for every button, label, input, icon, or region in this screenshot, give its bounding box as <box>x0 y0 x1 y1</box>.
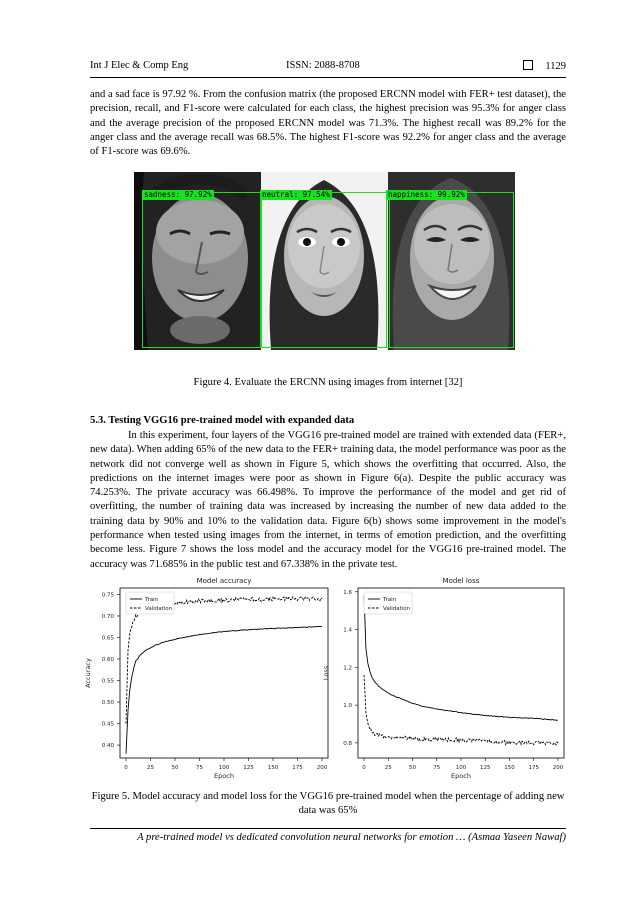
loss-x-tick-label: 100 <box>455 765 467 771</box>
accuracy-x-tick-label: 200 <box>316 765 328 771</box>
accuracy-y-tick-label: 0.50 <box>101 700 114 707</box>
loss-y-tick-label: 1.2 <box>343 665 352 672</box>
loss-legend-label-train: Train <box>383 597 397 603</box>
loss-legend-label-validation: Validation <box>383 606 411 612</box>
loss-x-tick-label: 50 <box>409 765 416 771</box>
accuracy-x-tick-label: 100 <box>218 765 230 771</box>
loss-x-tick-label: 125 <box>480 765 491 771</box>
accuracy-x-tick-label: 175 <box>292 765 303 771</box>
accuracy-y-axis-label: Accuracy <box>84 658 92 688</box>
loss-x-tick-label: 75 <box>433 765 441 771</box>
loss-chart-title: Model loss <box>442 577 480 585</box>
detection-box-happiness <box>386 192 514 348</box>
loss-series-train-line <box>364 596 558 721</box>
accuracy-y-tick-label: 0.70 <box>101 613 114 620</box>
accuracy-y-tick-label: 0.75 <box>101 592 114 599</box>
footer-rule <box>90 828 566 829</box>
detection-label-neutral: neutral: 97.54% <box>262 190 330 199</box>
figure-5-caption: Figure 5. Model accuracy and model loss for the VGG16 pre-trained model when the percentage of adding new data was 65% <box>91 791 565 817</box>
loss-x-tick-label: 25 <box>384 765 392 771</box>
accuracy-series-train-line <box>126 626 322 753</box>
accuracy-x-tick-label: 150 <box>267 765 279 771</box>
accuracy-x-tick-label: 75 <box>196 765 203 771</box>
accuracy-x-tick-label: 0 <box>124 765 128 771</box>
loss-y-tick-label: 1.6 <box>343 589 352 596</box>
accuracy-y-tick-label: 0.45 <box>101 721 114 728</box>
detection-label-happiness: happiness: 99.92% <box>388 190 465 199</box>
accuracy-x-tick-label: 25 <box>147 765 154 771</box>
section-body <box>90 429 566 572</box>
issn: ISSN: 2088-8708 <box>286 60 360 71</box>
accuracy-x-tick-label: 125 <box>243 765 254 771</box>
loss-x-axis-label: Epoch <box>451 772 471 780</box>
accuracy-legend-label-validation: Validation <box>145 606 173 612</box>
detection-label-sadness: sadness: 97.92% <box>144 190 212 199</box>
accuracy-series-validation-line <box>126 597 322 724</box>
detection-box-sadness <box>142 192 262 348</box>
accuracy-legend-label-train: Train <box>145 597 159 603</box>
running-header <box>90 60 566 76</box>
loss-y-tick-label: 1.4 <box>343 627 352 634</box>
figure-4-image <box>134 172 515 350</box>
accuracy-x-tick-label: 50 <box>171 765 179 771</box>
loss-y-axis-label: Loss <box>322 665 330 681</box>
accuracy-y-tick-label: 0.60 <box>101 657 114 664</box>
header-rule <box>90 77 566 78</box>
page-number-group <box>523 60 566 72</box>
loss-y-tick-label: 1.0 <box>343 703 352 710</box>
running-footer: A pre-trained model vs dedicated convolution neural networks for emotion … (Asmaa Yaseen Nawaf) <box>137 832 566 843</box>
accuracy-y-tick-label: 0.65 <box>101 635 114 642</box>
figure-4-caption: Figure 4. Evaluate the ERCNN using images from internet [32] <box>193 377 463 388</box>
loss-x-tick-label: 0 <box>362 765 366 771</box>
accuracy-chart-title: Model accuracy <box>196 577 252 585</box>
loss-x-tick-label: 150 <box>504 765 515 771</box>
detection-box-neutral <box>260 192 390 348</box>
loss-series-validation-line <box>364 675 558 745</box>
accuracy-y-tick-label: 0.55 <box>101 678 114 685</box>
loss-x-tick-label: 200 <box>552 765 564 771</box>
section-title: 5.3. Testing VGG16 pre-trained model with expanded data <box>90 415 355 426</box>
section-body-text: In this experiment, four layers of the VGG16 pre-trained model are trained with extended data (FER+, new data). When adding 65% of the new data to the FER+ training data, the model performance was poor as the network did not converge well as shown in Figure 5, which shows the overfitting that occurred. Also, the predictions on the internet images were poor as shown in Figure 6(a). Despite the public accuracy was 74.253%. The private accuracy was 66.498%. To improve the performance of the model and get rid of overfitting, the number of training data was increased by increasing the number of new data added to the training data by 90% and 10% to the validation data. Figure 6(b) shows some improvement in the model's performance when tested using images from the internet, in terms of emotion prediction, and the overfitting become less. Figure 7 shows the loss model and the accuracy model for the VGG16 pre-trained model. The accuracy was 71.685% in the public test and 67.338% in the private test. <box>90 430 566 570</box>
accuracy-y-tick-label: 0.40 <box>101 743 114 750</box>
checkbox-square-icon <box>523 60 533 70</box>
page-number: 1129 <box>545 61 566 72</box>
intro-paragraph: and a sad face is 97.92 %. From the confusion matrix (the proposed ERCNN model with FER+ test dataset), the precision, recall, and F1-score were calculated for each class, the highest precision was 95.3% for anger class and the average precision of the proposed ERCNN model was 71.3%. The highest recall was 89.2% for the anger class and the average recall was 68.5%. The highest F1-score was 92.2% for anger class and the average of F1-score was 69.6%. <box>90 89 566 158</box>
figure-5-charts <box>80 570 570 780</box>
loss-y-tick-label: 0.8 <box>343 740 352 747</box>
loss-x-tick-label: 175 <box>528 765 539 771</box>
accuracy-x-axis-label: Epoch <box>214 772 234 780</box>
journal-name: Int J Elec & Comp Eng <box>90 60 189 71</box>
